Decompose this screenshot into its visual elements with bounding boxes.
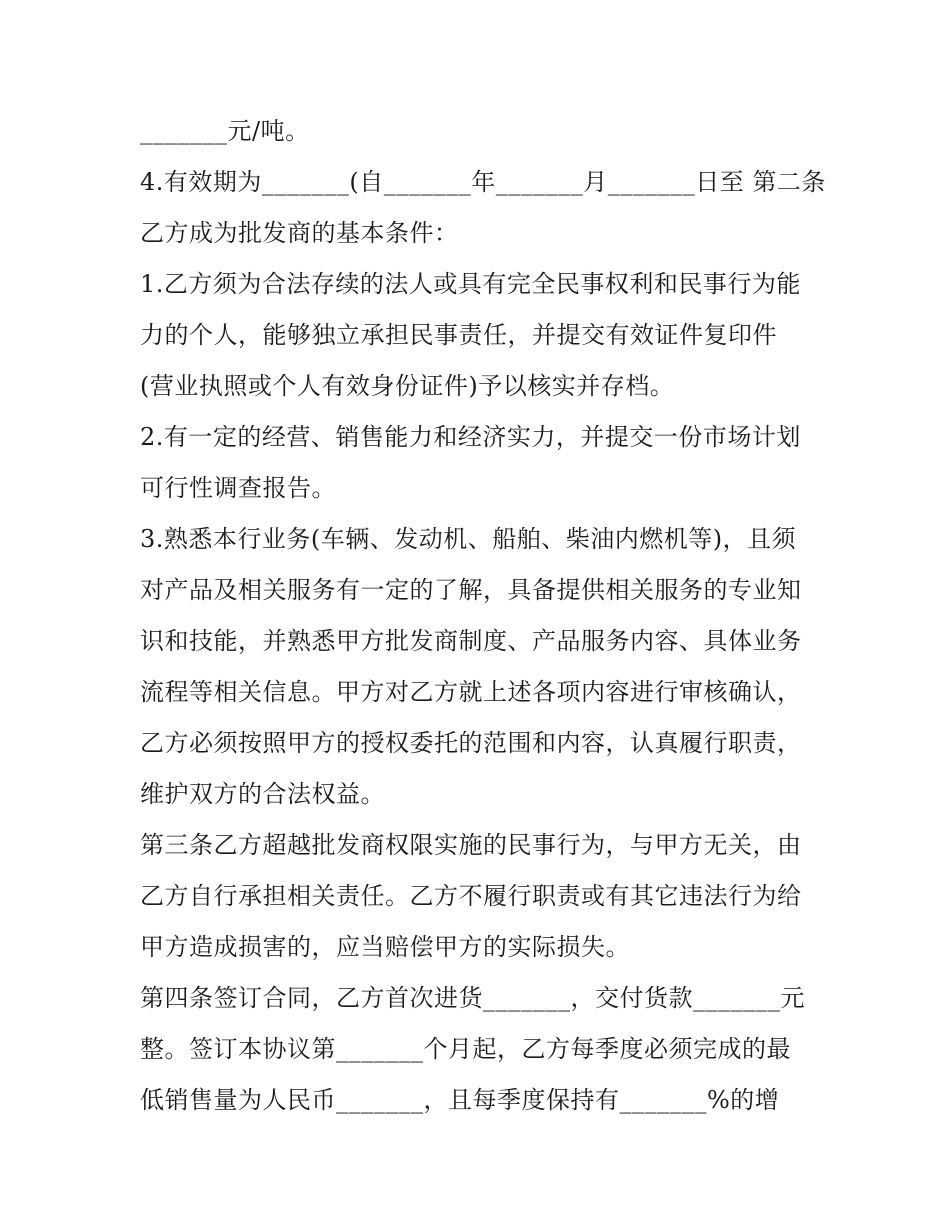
text-line: 乙方必须按照甲方的授权委托的范围和内容，认真履行职责，	[140, 729, 802, 757]
text-line: 第四条签订合同，乙方首次进货_______，交付货款_______元	[140, 984, 805, 1012]
text-line: 3.熟悉本行业务(车辆、发动机、船舶、柴油内燃机等)，且须	[140, 525, 797, 553]
text-line: 维护双方的合法权益。	[140, 780, 385, 808]
text-line: 识和技能，并熟悉甲方批发商制度、产品服务内容、具体业务	[140, 627, 802, 655]
text-line: 对产品及相关服务有一定的了解，具备提供相关服务的专业知	[140, 576, 802, 604]
text-line: 力的个人，能够独立承担民事责任，并提交有效证件复印件	[140, 321, 777, 349]
text-line: 低销售量为人民币_______，且每季度保持有_______%的增	[140, 1086, 780, 1114]
text-line: 可行性调查报告。	[140, 474, 336, 502]
text-line: 整。签订本协议第_______个月起，乙方每季度必须完成的最	[140, 1035, 791, 1063]
text-line: 乙方成为批发商的基本条件：	[140, 219, 459, 247]
text-line: 流程等相关信息。甲方对乙方就上述各项内容进行审核确认，	[140, 678, 802, 706]
text-line: _______元/吨。	[140, 117, 310, 145]
document-body	[140, 112, 826, 1132]
text-line: 甲方造成损害的，应当赔偿甲方的实际损失。	[140, 933, 630, 961]
text-line: 4.有效期为_______(自_______年_______月_______日至 第二条	[140, 168, 826, 196]
text-line: 第三条乙方超越批发商权限实施的民事行为，与甲方无关，由	[140, 831, 802, 859]
text-line: 乙方自行承担相关责任。乙方不履行职责或有其它违法行为给	[140, 882, 802, 910]
text-line: 2.有一定的经营、销售能力和经济实力，并提交一份市场计划	[140, 423, 801, 451]
text-line: 1.乙方须为合法存续的法人或具有完全民事权利和民事行为能	[140, 270, 801, 298]
text-line: (营业执照或个人有效身份证件)予以核实并存档。	[140, 372, 675, 400]
